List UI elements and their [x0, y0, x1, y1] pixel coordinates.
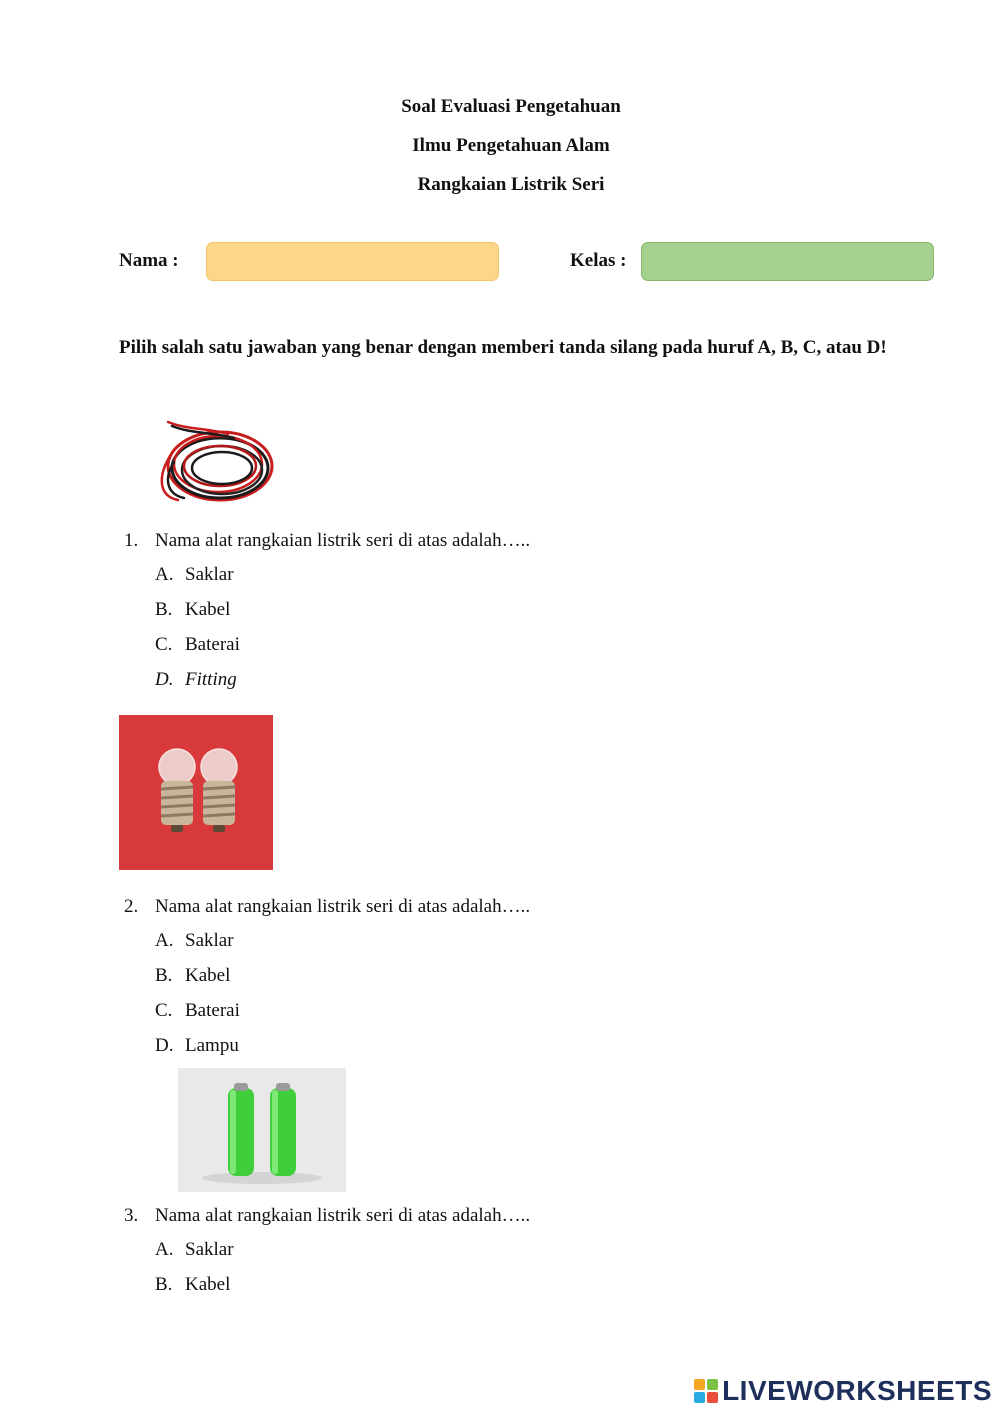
option-letter: A. [155, 1239, 174, 1260]
option-text: Saklar [185, 930, 234, 951]
option-a[interactable] [155, 1239, 234, 1261]
option-text: Lampu [185, 1035, 239, 1056]
option-c[interactable] [155, 634, 240, 656]
option-a[interactable] [155, 930, 234, 952]
question-text: Nama alat rangkaian listrik seri di atas adalah….. [155, 530, 531, 551]
option-b[interactable] [155, 1274, 230, 1296]
worksheet-title: Soal Evaluasi Pengetahuan [401, 96, 621, 117]
option-letter: B. [155, 1274, 173, 1295]
option-text: Baterai [185, 634, 240, 655]
topic-title: Rangkaian Listrik Seri [417, 174, 605, 195]
option-text: Kabel [185, 1274, 231, 1295]
liveworksheets-mark-icon [694, 1379, 718, 1403]
option-text: Saklar [185, 1239, 234, 1260]
option-letter: A. [155, 930, 174, 951]
option-letter: C. [155, 1000, 173, 1021]
option-letter: C. [155, 634, 173, 655]
option-text: Fitting [185, 669, 237, 690]
option-text: Saklar [185, 564, 234, 585]
light-bulbs-icon [119, 715, 273, 870]
option-d[interactable] [155, 1035, 239, 1057]
instruction-text: Pilih salah satu jawaban yang benar dengan memberi tanda silang pada huruf A, B, C, atau D! [119, 337, 887, 358]
option-letter: D. [155, 1035, 174, 1056]
class-input[interactable] [641, 242, 934, 281]
name-label: Nama : [119, 250, 179, 271]
brand-text: LIVEWORKSHEETS [722, 1375, 992, 1406]
question-number: 1. [124, 530, 139, 551]
liveworksheets-logo [694, 1375, 992, 1407]
option-letter: A. [155, 564, 174, 585]
cable-coil-icon [148, 416, 278, 510]
option-text: Baterai [185, 1000, 240, 1021]
class-label: Kelas : [570, 250, 627, 271]
option-d[interactable] [155, 669, 237, 691]
option-text: Kabel [185, 965, 231, 986]
subject-title: Ilmu Pengetahuan Alam [412, 135, 610, 156]
option-c[interactable] [155, 1000, 240, 1022]
question-text: Nama alat rangkaian listrik seri di atas adalah….. [155, 1205, 531, 1226]
batteries-icon [178, 1068, 346, 1192]
option-a[interactable] [155, 564, 234, 586]
question-number: 3. [124, 1205, 139, 1226]
question-text: Nama alat rangkaian listrik seri di atas adalah….. [155, 896, 531, 917]
option-text: Kabel [185, 599, 231, 620]
option-letter: B. [155, 599, 173, 620]
option-b[interactable] [155, 599, 230, 621]
name-input[interactable] [206, 242, 499, 281]
option-letter: B. [155, 965, 173, 986]
option-b[interactable] [155, 965, 230, 987]
question-number: 2. [124, 896, 139, 917]
option-letter: D. [155, 669, 174, 690]
